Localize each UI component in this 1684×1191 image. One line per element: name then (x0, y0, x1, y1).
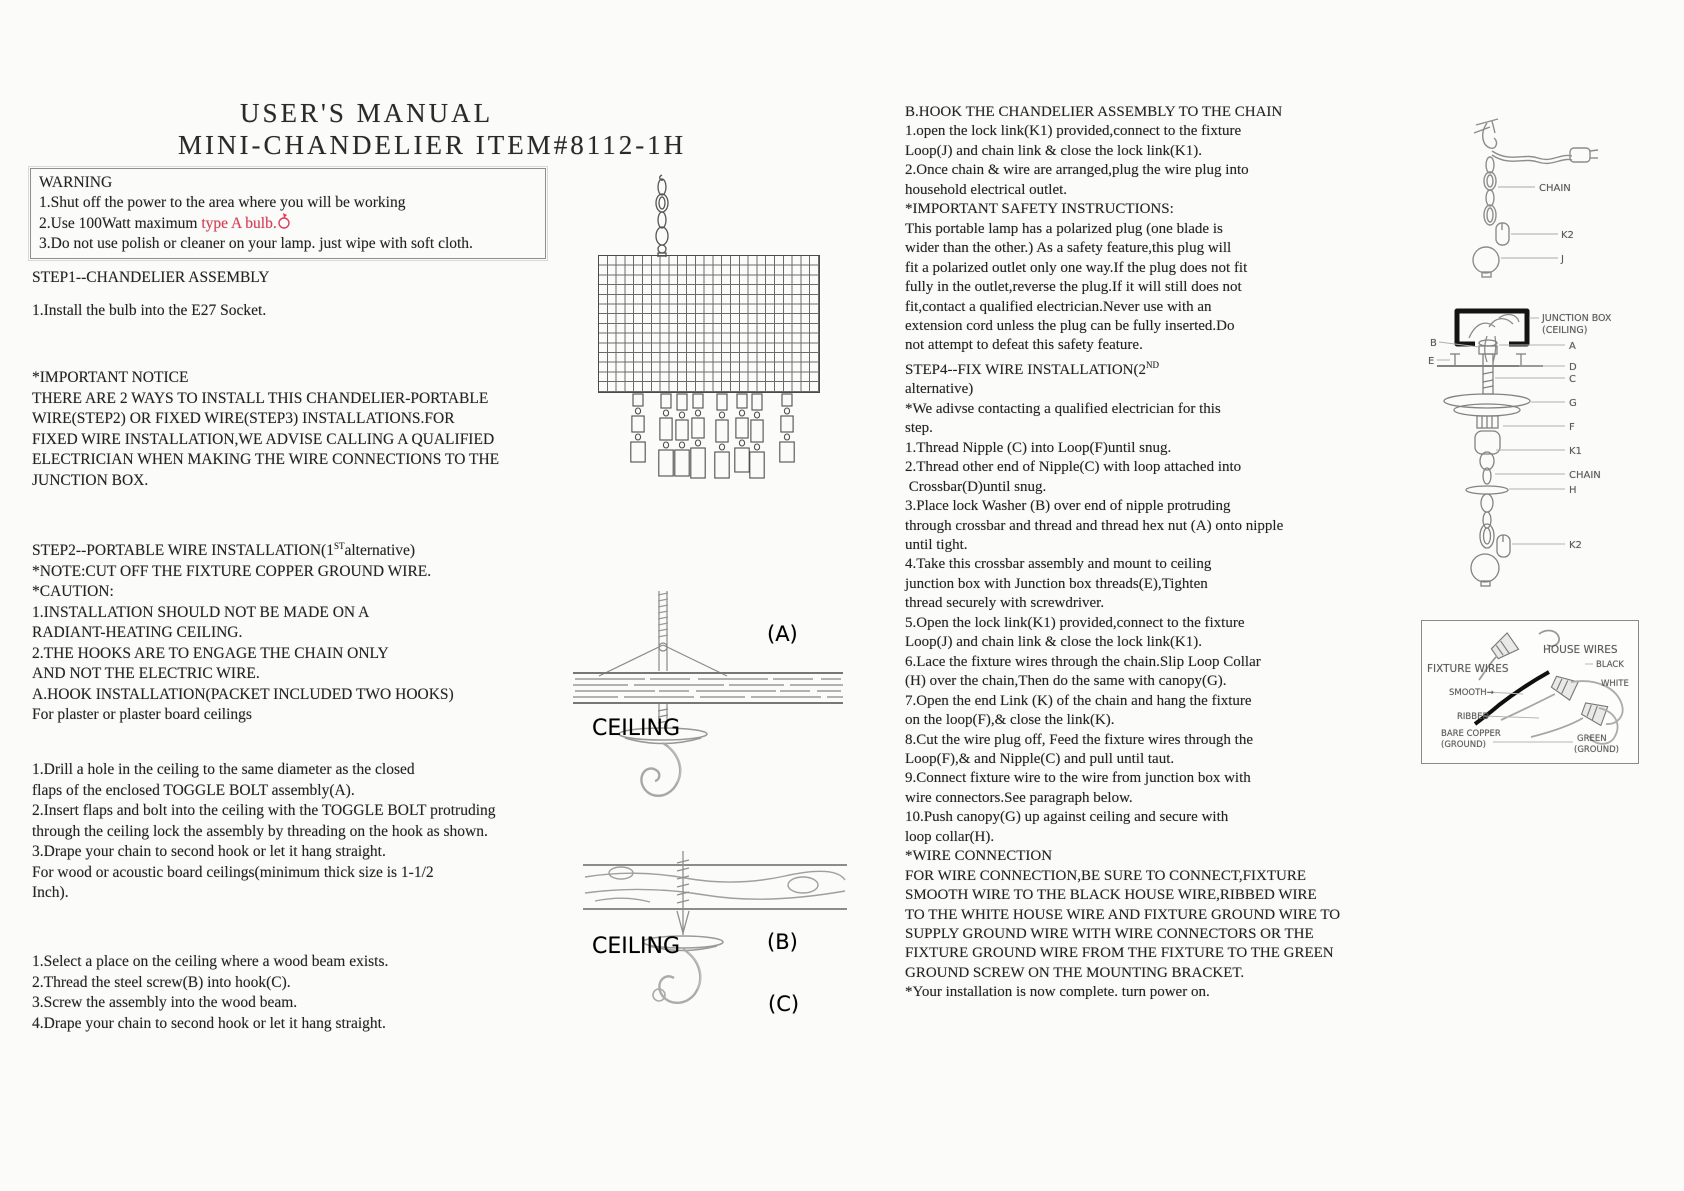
ceiling-label-a: CEILING (592, 716, 680, 741)
step4-heading (905, 356, 1465, 380)
screw-icon (677, 851, 689, 935)
text-line: alternative) (905, 381, 974, 398)
black-label: BLACK (1596, 660, 1624, 670)
text-line: *Your installation is now complete. turn power on. (905, 984, 1210, 1001)
warning-line-2-text: 2.Use 100Watt maximum (39, 215, 202, 232)
box-wires-icon (1469, 315, 1519, 362)
green-label-2: (GROUND) (1574, 745, 1619, 755)
j-loop-icon (1473, 247, 1499, 277)
green-label-1: GREEN (1577, 734, 1607, 744)
nipple-icon (1483, 354, 1493, 394)
label-g: G (1569, 398, 1577, 409)
chain-plug-diagram (1440, 103, 1675, 283)
bare-copper-label-2: (GROUND) (1441, 740, 1486, 750)
text-line: *CAUTION: (32, 583, 114, 601)
text-line: AND NOT THE ELECTRIC WIRE. (32, 665, 260, 683)
text-line: until tight. (905, 536, 968, 553)
text-line: *We adivse contacting a qualified electrician for this (905, 400, 1221, 417)
text-line: For wood or acoustic board ceilings(minimum thick size is 1-1/2 (32, 863, 434, 881)
text-line: 2.Once chain & wire are arranged,plug the wire plug into (905, 162, 1249, 179)
text-line: extension cord unless the plug can be fully inserted.Do (905, 317, 1235, 334)
k2-link-icon (1496, 223, 1509, 245)
ceiling-hook-icon (1474, 119, 1498, 148)
crystal-strand-icon (735, 394, 749, 472)
text-line: Loop(J) and chain link & close the lock link(K1). (905, 142, 1203, 159)
text-line: SMOOTH WIRE TO THE BLACK HOUSE WIRE,RIBBED WIRE (905, 887, 1317, 904)
text-line: 1.open the lock link(K1) provided,connect to the fixture (905, 123, 1242, 140)
cord-plug-icon (1492, 148, 1598, 163)
ribbed-label: RIBBED (1457, 712, 1489, 722)
text-line: A.HOOK INSTALLATION(PACKET INCLUDED TWO HOOKS) (32, 685, 454, 703)
text-line: FIXED WIRE INSTALLATION,WE ADVISE CALLING A QUALIFIED (32, 430, 495, 448)
text-line: *WIRE CONNECTION (905, 848, 1053, 865)
text-line: 4.Drape your chain to second hook or let it hang straight. (32, 1014, 386, 1032)
text-line: FIXTURE GROUND WIRE FROM THE FIXTURE TO THE GREEN (905, 945, 1334, 962)
crystal-strand-icon (715, 394, 729, 478)
label-e: E (1428, 356, 1435, 367)
text-line: 6.Lace the fixture wires through the chain.Slip Loop Collar (905, 653, 1261, 670)
bottom-loop-icon (1471, 554, 1499, 586)
text-line: 1.Thread Nipple (C) into Loop(F)until snug. (905, 439, 1172, 456)
step2-lines (32, 562, 454, 726)
text-line: fully in the outlet,reverse the plug.If it will still does not (905, 279, 1242, 296)
junction-box-label-1: JUNCTION BOX (1542, 313, 1612, 324)
chain-k1-icon (1480, 452, 1494, 484)
text-line: This portable lamp has a polarized plug (one blade is (905, 220, 1223, 237)
text-line: RADIANT-HEATING CEILING. (32, 624, 243, 642)
text-line: 7.Open the end Link (K) of the chain and hang the fixture (905, 692, 1252, 709)
label-h: H (1569, 485, 1577, 496)
label-f: F (1569, 422, 1575, 433)
step4-superscript: ND (1146, 359, 1159, 370)
white-label: WHITE (1601, 679, 1629, 689)
text-line: 2.Thread the steel screw(B) into hook(C). (32, 973, 291, 991)
text-line: TO THE WHITE HOUSE WIRE AND FIXTURE GROUND WIRE TO (905, 906, 1341, 923)
text-line: 1.Select a place on the ceiling where a wood beam exists. (32, 953, 389, 970)
text-line: GROUND SCREW ON THE MOUNTING BRACKET. (905, 964, 1245, 981)
text-line: Loop(J) and chain link & close the lock link(K1). (905, 634, 1203, 651)
text-line: 3.Place lock Washer (B) over end of nipple protruding (905, 498, 1231, 515)
bare-copper-label-1: BARE COPPER (1441, 729, 1501, 739)
wood-beam-steps (32, 952, 388, 1034)
canopy-icon (1444, 394, 1530, 416)
label-b: B (1430, 338, 1437, 349)
label-chain: CHAIN (1569, 470, 1601, 481)
right-column (905, 103, 1465, 1003)
label-k1: K1 (1569, 446, 1582, 457)
text-line: 3.Screw the assembly into the wood beam. (32, 994, 298, 1011)
text-line: 2.Insert flaps and bolt into the ceiling with the TOGGLE BOLT protruding (32, 802, 496, 819)
step2-heading (32, 536, 454, 562)
text-line: flaps of the enclosed TOGGLE BOLT assembly(A). (32, 781, 355, 799)
page-title: USER'S MANUAL (240, 98, 494, 128)
text-line: ELECTRICIAN WHEN MAKING THE WIRE CONNECTIONS TO THE (32, 451, 500, 468)
loop-collar-h-icon (1466, 486, 1508, 494)
crystal-strand-icon (750, 394, 764, 478)
j-label: J (1561, 254, 1564, 265)
chandelier-shade-mesh (598, 255, 820, 393)
chain-lower-icon (1480, 494, 1494, 548)
text-line: step. (905, 420, 933, 437)
text-line: household electrical outlet. (905, 181, 1068, 198)
page-subtitle: MINI-CHANDELIER ITEM#8112-1H (178, 130, 687, 160)
important-notice-block (32, 368, 499, 491)
house-wires-label: HOUSE WIRES (1543, 644, 1618, 656)
step2-superscript: ST (333, 541, 345, 551)
text-line: Loop(F),& and Nipple(C) and pull until taut. (905, 750, 1175, 767)
text-line: SUPPLY GROUND WIRE WITH WIRE CONNECTORS OR THE (905, 926, 1314, 943)
step2-block (32, 536, 454, 726)
warning-box (30, 168, 546, 259)
text-line: thread securely with screwdriver. (905, 595, 1105, 612)
warning-heading: WARNING (39, 174, 113, 191)
text-line: not attempt to defeat this safety feature. (905, 337, 1143, 354)
toggle-bolt-steps (32, 760, 496, 904)
crystal-strand-icon (631, 394, 645, 462)
text-line: 10.Push canopy(G) up against ceiling and secure with (905, 809, 1229, 826)
crystal-strand-icon (659, 394, 673, 476)
text-line: 8.Cut the wire plug off, Feed the fixture wires through the (905, 731, 1253, 748)
hook-icon (641, 743, 680, 796)
loop-f-icon (1475, 431, 1500, 454)
text-line: loop collar(H). (905, 828, 995, 845)
wood-beam-diagram (555, 845, 865, 1060)
hook-chain-block (905, 103, 1465, 356)
text-line: WIRE(STEP2) OR FIXED WIRE(STEP3) INSTALLATIONS.FOR (32, 410, 455, 427)
hex-nut-icon (1479, 346, 1497, 354)
socket-cap-icon (1477, 416, 1498, 428)
warning-line-1: 1.Shut off the power to the area where you will be working (39, 194, 406, 211)
text-line: through crossbar and thread and thread hex nut (A) onto nipple (905, 517, 1284, 534)
text-line: Inch). (32, 884, 69, 901)
text-line: THERE ARE 2 WAYS TO INSTALL THIS CHANDELIER-PORTABLE (32, 389, 489, 407)
junction-screws-icon (1450, 354, 1526, 366)
text-line: Crossbar(D)until snug. (905, 478, 1047, 495)
label-d: D (1569, 362, 1577, 373)
label-k2: K2 (1569, 540, 1582, 551)
chandelier-chain-icon (640, 173, 690, 257)
text-line: junction box with Junction box threads(E),Tighten (905, 575, 1208, 592)
text-line: on the loop(F),& close the link(K). (905, 712, 1115, 729)
junction-box-label-2: (CEILING) (1542, 325, 1588, 336)
k2-link-icon (1497, 535, 1510, 557)
lock-washer-icon (1479, 340, 1497, 346)
text-line: wire connectors.See paragraph below. (905, 789, 1133, 806)
warning-line-2 (39, 213, 537, 234)
threaded-rod-icon (599, 591, 727, 676)
b-label: (B) (767, 930, 798, 954)
text-line: FOR WIRE CONNECTION,BE SURE TO CONNECT,FIXTURE (905, 867, 1306, 884)
chain-links-icon (1484, 157, 1496, 225)
step4-lines (905, 380, 1465, 1003)
smooth-label: SMOOTH→ (1449, 688, 1494, 698)
text-line: JUNCTION BOX. (32, 471, 149, 489)
crystal-strand-icon (780, 394, 794, 462)
chandelier-crystals-icon (598, 392, 820, 514)
text-line: fit,contact a qualified electrician.Never use with an (905, 298, 1212, 315)
ceiling-label-b: CEILING (592, 934, 680, 959)
toggle-bolt-diagram (555, 583, 865, 823)
text-line: B.HOOK THE CHANDELIER ASSEMBLY TO THE CHAIN (905, 104, 1283, 120)
step1-item: 1.Install the bulb into the E27 Socket. (32, 302, 267, 319)
step2-heading-text: STEP2--PORTABLE WIRE INSTALLATION(1 (32, 542, 334, 560)
step1-heading: STEP1--CHANDELIER ASSEMBLY (32, 269, 270, 286)
step4-heading-text: STEP4--FIX WIRE INSTALLATION(2 (905, 361, 1146, 378)
text-line: 2.THE HOOKS ARE TO ENGAGE THE CHAIN ONLY (32, 644, 389, 662)
k2-label: K2 (1561, 230, 1574, 241)
text-line: 4.Take this crossbar assembly and mount to ceiling (905, 556, 1212, 573)
ceiling-slab-icon (573, 673, 843, 703)
text-line: 9.Connect fixture wire to the wire from junction box with (905, 770, 1251, 787)
text-line: 1.Drill a hole in the ceiling to the same diameter as the closed (32, 761, 415, 778)
junction-box-icon (1457, 311, 1527, 344)
text-line: *IMPORTANT NOTICE (32, 369, 189, 386)
label-c: C (1569, 374, 1576, 385)
chain-label: CHAIN (1539, 183, 1571, 194)
text-line: fit a polarized outlet only one way.If the plug does not fit (905, 259, 1248, 276)
text-line: *NOTE:CUT OFF THE FIXTURE COPPER GROUND WIRE. (32, 562, 432, 580)
crystal-strand-icon (691, 394, 705, 478)
warning-bulb-text: type A bulb. (201, 215, 277, 232)
bulb-icon (277, 213, 291, 230)
text-line: (H) over the chain,Then do the same with canopy(G). (905, 673, 1227, 690)
c-label: (C) (768, 992, 800, 1016)
label-a: A (1569, 341, 1576, 352)
text-line: wider than the other.) As a safety feature,this plug will (905, 240, 1232, 257)
text-line: 3.Drape your chain to second hook or let it hang straight. (32, 843, 386, 860)
text-line: For plaster or plaster board ceilings (32, 706, 252, 724)
warning-line-3: 3.Do not use polish or cleaner on your lamp. just wipe with soft cloth. (39, 235, 473, 252)
step2-heading-tail: alternative) (344, 542, 416, 560)
text-line: 1.INSTALLATION SHOULD NOT BE MADE ON A (32, 603, 370, 621)
a-label: (A) (767, 622, 798, 646)
wire-connection-diagram (1421, 620, 1639, 764)
text-line: through the ceiling lock the assembly by threading on the hook as shown. (32, 822, 488, 840)
text-line: 5.Open the lock link(K1) provided,connect to the fixture (905, 614, 1245, 631)
text-line: 2.Thread other end of Nipple(C) with loop attached into (905, 459, 1242, 476)
junction-box-diagram (1425, 298, 1680, 593)
fixture-wires-label: FIXTURE WIRES (1427, 663, 1509, 675)
wood-beam-icon (583, 865, 847, 909)
crystal-strand-icon (675, 394, 689, 476)
text-line: *IMPORTANT SAFETY INSTRUCTIONS: (905, 201, 1174, 218)
